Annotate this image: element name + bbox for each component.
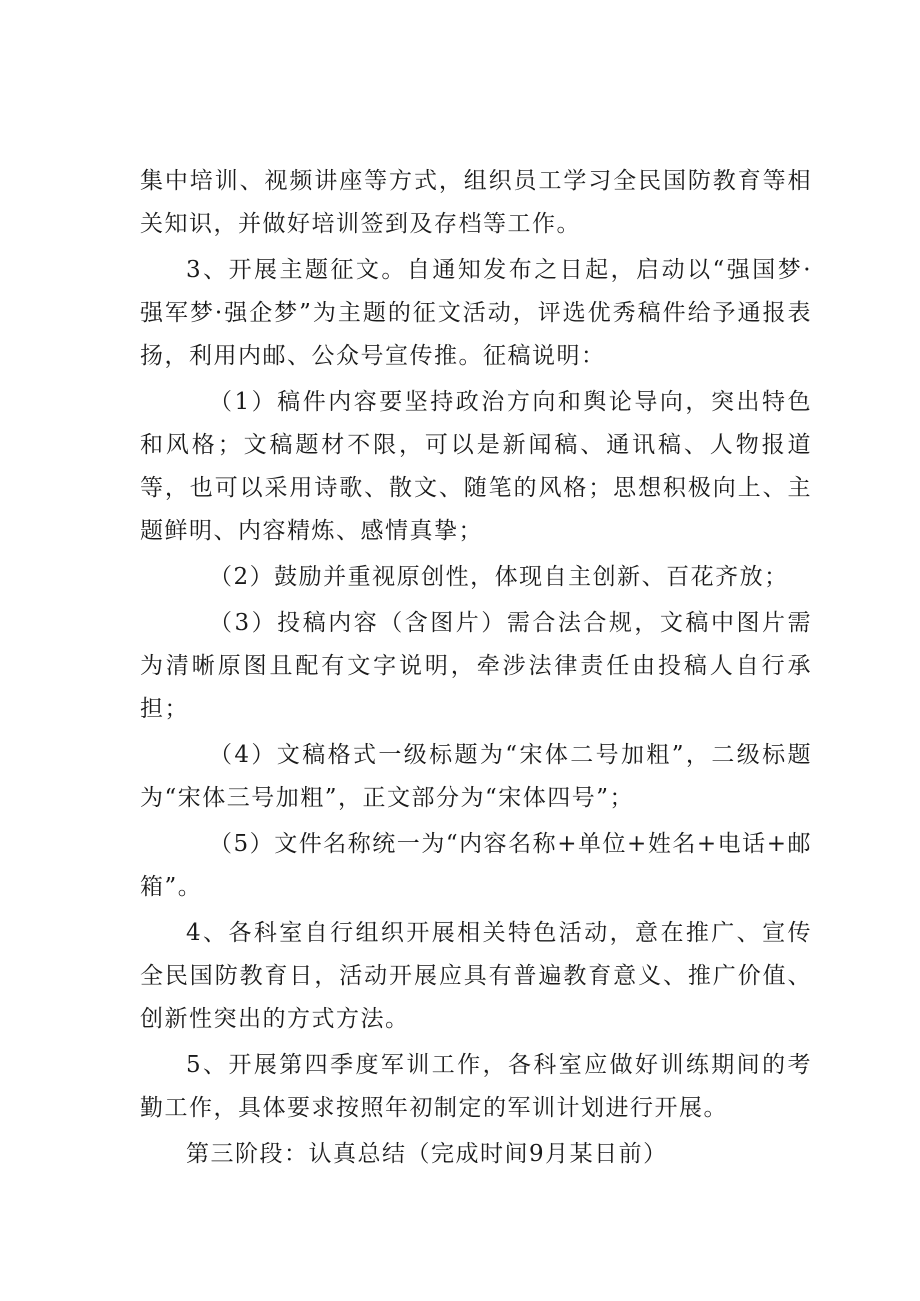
paragraph-phase-three-heading: 第三阶段：认真总结（完成时间9月某日前） [186, 1141, 668, 1167]
paragraph-training-continued: 集中培训、视频讲座等方式，组织员工学习全民国防教育等相关知识，并做好培训签到及存档等工作。 [140, 168, 812, 237]
paragraph-rule-2: （2）鼓励并重视原创性，体现自主创新、百花齐放； [209, 564, 789, 590]
paragraph-military-training: 5、开展第四季度军训工作，各科室应做好训练期间的考勤工作，具体要求按照年初制定的军训计划进行开展。 [140, 1052, 812, 1121]
paragraph-essay-contest: 3、开展主题征文。自通知发布之日起，启动以“强国梦·强军梦·强企梦”为主题的征文活动，评选优秀稿件给予通报表扬，利用内邮、公众号宣传推。征稿说明： [140, 257, 812, 369]
paragraph-special-activities: 4、各科室自行组织开展相关特色活动，意在推广、宣传全民国防教育日，活动开展应具有普遍教育意义、推广价值、创新性突出的方式方法。 [140, 920, 812, 1032]
document-body [140, 160, 812, 1179]
paragraph-rule-1: （1）稿件内容要坚持政治方向和舆论导向，突出特色和风格；文稿题材不限，可以是新闻稿、通讯稿、人物报道等，也可以采用诗歌、散文、随笔的风格；思想积极向上、主题鲜明、内容精炼、感情真挚； [140, 389, 812, 544]
paragraph-rule-4: （4）文稿格式一级标题为“宋体二号加粗”，二级标题为“宋体三号加粗”，正文部分为“宋体四号”； [140, 742, 812, 811]
paragraph-rule-5: （5）文件名称统一为“内容名称+单位+姓名+电话+邮箱”。 [140, 831, 812, 900]
paragraph-rule-3: （3）投稿内容（含图片）需合法合规，文稿中图片需为清晰原图且配有文字说明，牵涉法律责任由投稿人自行承担； [140, 610, 812, 722]
